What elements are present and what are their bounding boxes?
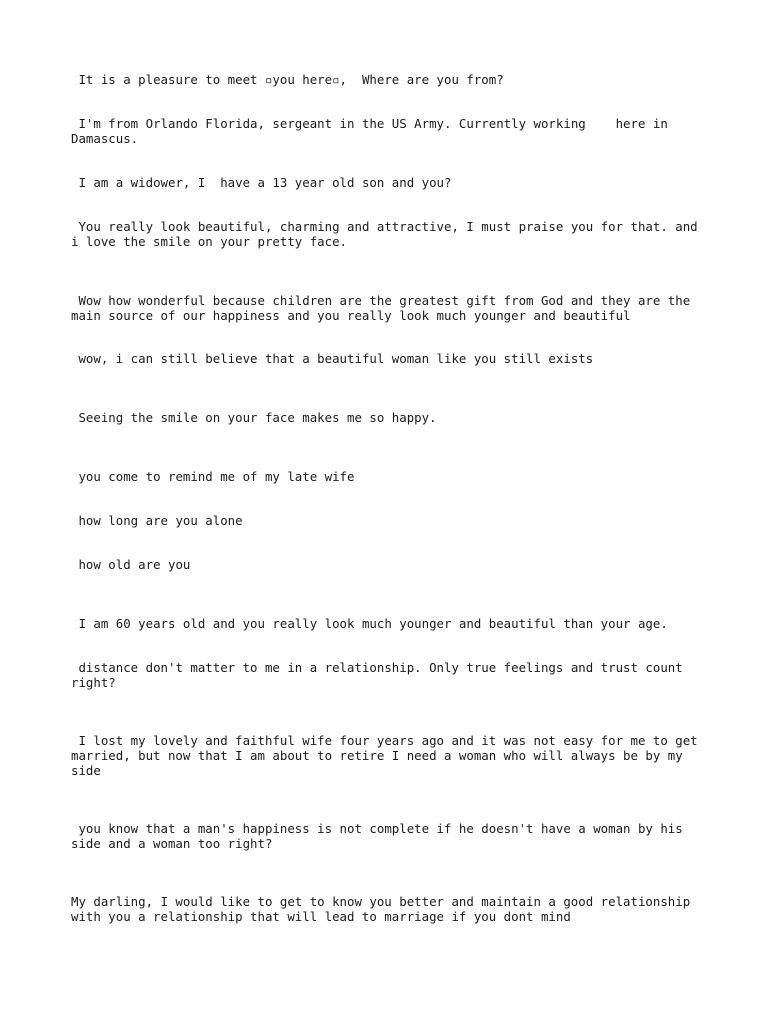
paragraph-10: how old are you — [71, 557, 191, 572]
paragraph-8: you come to remind me of my late wife — [71, 469, 355, 484]
paragraph-6: wow, i can still believe that a beautiful woman like you still exists — [71, 351, 594, 366]
paragraph-11: I am 60 years old and you really look much younger and beautiful than your age. — [71, 616, 668, 631]
paragraph-15: My darling, I would like to get to know you better and maintain a good relationship with you a relationship that will lead to marriage if you dont mind — [71, 894, 698, 924]
paragraph-4: You really look beautiful, charming and attractive, I must praise you for that. and i love the smile on your pretty face. — [71, 219, 706, 249]
paragraph-3: I am a widower, I have a 13 year old son and you? — [71, 175, 452, 190]
paragraph-1: It is a pleasure to meet ▫you here▫, Where are you from? — [71, 72, 504, 87]
paragraph-2: I'm from Orlando Florida, sergeant in the US Army. Currently working here in Damascus. — [71, 116, 676, 146]
paragraph-7: Seeing the smile on your face makes me so happy. — [71, 410, 437, 425]
paragraph-9: how long are you alone — [71, 513, 243, 528]
paragraph-13: I lost my lovely and faithful wife four years ago and it was not easy for me to get married, but now that I am about to retire I need a woman who will always be by my side — [71, 733, 706, 778]
paragraph-14: you know that a man's happiness is not complete if he doesn't have a woman by his side and a woman too right? — [71, 821, 691, 851]
paragraph-5: Wow how wonderful because children are the greatest gift from God and they are the main source of our happiness and you really look much younger and beautiful — [71, 293, 698, 323]
paragraph-12: distance don't matter to me in a relationship. Only true feelings and trust count right? — [71, 660, 691, 690]
